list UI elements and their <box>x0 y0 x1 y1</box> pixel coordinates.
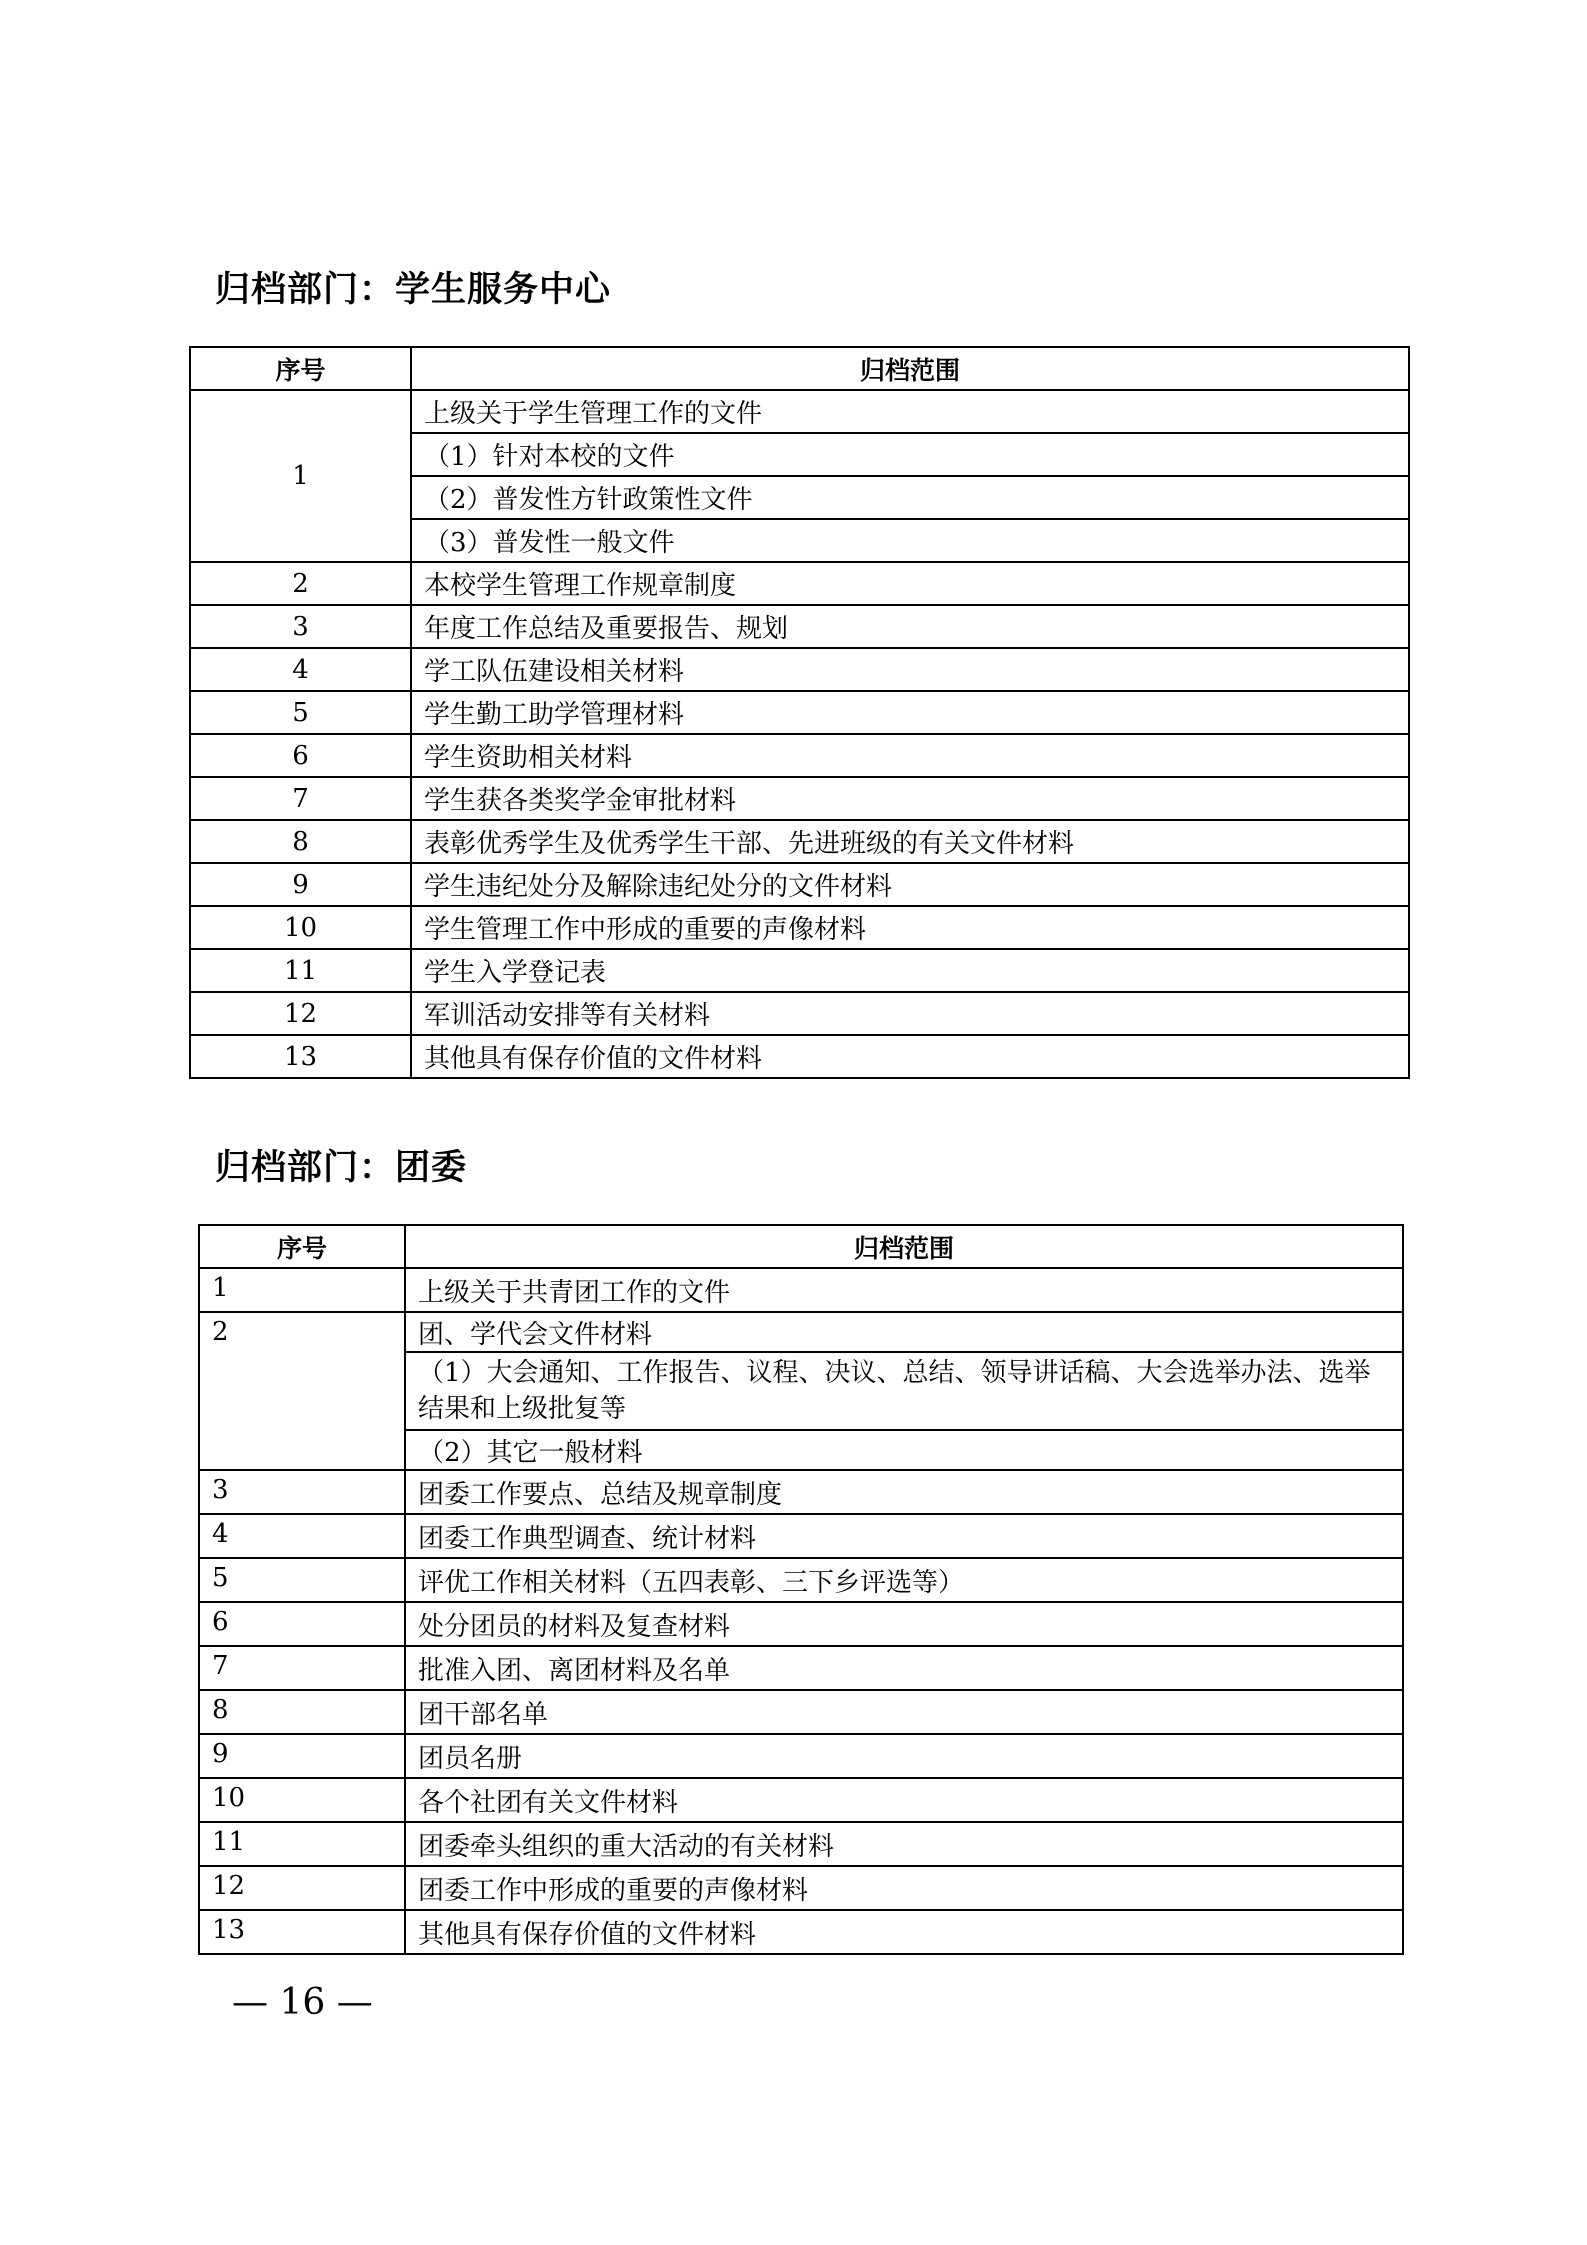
table-row <box>199 1734 1403 1778</box>
table-row <box>190 992 1409 1035</box>
row-scope-sub: （1）针对本校的文件 <box>411 433 1409 476</box>
row-seq: 6 <box>199 1602 405 1646</box>
table-row <box>190 648 1409 691</box>
row-scope: 各个社团有关文件材料 <box>405 1778 1403 1822</box>
row-seq: 8 <box>199 1690 405 1734</box>
row-scope: 学生入学登记表 <box>411 949 1409 992</box>
table-row <box>199 1778 1403 1822</box>
row-seq: 2 <box>190 562 411 605</box>
row-scope: 学生获各类奖学金审批材料 <box>411 777 1409 820</box>
row-scope-sub: （1）大会通知、工作报告、议程、决议、总结、领导讲话稿、大会选举办法、选举结果和上级批复等 <box>405 1352 1403 1430</box>
row-seq: 9 <box>199 1734 405 1778</box>
row-scope: 处分团员的材料及复查材料 <box>405 1602 1403 1646</box>
row-scope: 学生违纪处分及解除违纪处分的文件材料 <box>411 863 1409 906</box>
table-row <box>199 1822 1403 1866</box>
row-seq: 6 <box>190 734 411 777</box>
table-row <box>190 863 1409 906</box>
table-row <box>190 605 1409 648</box>
page-number: — 16 — <box>232 1982 373 2023</box>
table-row <box>199 1690 1403 1734</box>
row-seq: 13 <box>199 1910 405 1954</box>
row-seq: 3 <box>199 1470 405 1514</box>
row-scope: 其他具有保存价值的文件材料 <box>405 1910 1403 1954</box>
row-seq: 1 <box>190 390 411 562</box>
row-seq: 11 <box>199 1822 405 1866</box>
table-header-row <box>199 1225 1403 1268</box>
row-seq: 11 <box>190 949 411 992</box>
row-seq: 12 <box>199 1866 405 1910</box>
table-row <box>199 1558 1403 1602</box>
table-header-row <box>190 347 1409 390</box>
table-row <box>190 777 1409 820</box>
table-row <box>190 820 1409 863</box>
row-scope: 学生资助相关材料 <box>411 734 1409 777</box>
table-row <box>199 1646 1403 1690</box>
row-seq: 5 <box>190 691 411 734</box>
row-scope-sub: （3）普发性一般文件 <box>411 519 1409 562</box>
row-seq: 7 <box>199 1646 405 1690</box>
header-seq: 序号 <box>199 1225 405 1268</box>
table-row <box>199 1910 1403 1954</box>
row-seq: 12 <box>190 992 411 1035</box>
row-seq: 4 <box>190 648 411 691</box>
row-scope: 军训活动安排等有关材料 <box>411 992 1409 1035</box>
row-seq: 2 <box>199 1312 405 1470</box>
row-seq: 13 <box>190 1035 411 1078</box>
row-scope: 团干部名单 <box>405 1690 1403 1734</box>
row-scope: 团委工作中形成的重要的声像材料 <box>405 1866 1403 1910</box>
table-row <box>190 691 1409 734</box>
section-title-youth-league: 归档部门：团委 <box>215 1148 468 1188</box>
table-row <box>199 1312 1403 1352</box>
table-row <box>190 906 1409 949</box>
row-seq: 7 <box>190 777 411 820</box>
archive-table-youth-league <box>198 1224 1404 1955</box>
table-row <box>199 1602 1403 1646</box>
row-scope: 评优工作相关材料（五四表彰、三下乡评选等） <box>405 1558 1403 1602</box>
row-scope-sub: （2）普发性方针政策性文件 <box>411 476 1409 519</box>
section-title-student-service: 归档部门：学生服务中心 <box>215 270 612 310</box>
row-seq: 9 <box>190 863 411 906</box>
row-scope: 批准入团、离团材料及名单 <box>405 1646 1403 1690</box>
table-row <box>190 1035 1409 1078</box>
header-scope: 归档范围 <box>411 347 1409 390</box>
table-row <box>199 1514 1403 1558</box>
row-scope: 团委牵头组织的重大活动的有关材料 <box>405 1822 1403 1866</box>
row-seq: 10 <box>190 906 411 949</box>
row-scope: 表彰优秀学生及优秀学生干部、先进班级的有关文件材料 <box>411 820 1409 863</box>
row-scope: 学生管理工作中形成的重要的声像材料 <box>411 906 1409 949</box>
row-scope: 本校学生管理工作规章制度 <box>411 562 1409 605</box>
row-scope-sub: （2）其它一般材料 <box>405 1430 1403 1470</box>
table-row <box>190 562 1409 605</box>
table-row <box>199 1866 1403 1910</box>
table-row <box>190 390 1409 433</box>
row-scope: 上级关于共青团工作的文件 <box>405 1268 1403 1312</box>
row-scope: 团委工作典型调查、统计材料 <box>405 1514 1403 1558</box>
row-scope: 团员名册 <box>405 1734 1403 1778</box>
table-row <box>190 949 1409 992</box>
header-seq: 序号 <box>190 347 411 390</box>
row-seq: 3 <box>190 605 411 648</box>
table-row <box>199 1268 1403 1312</box>
row-scope: 学工队伍建设相关材料 <box>411 648 1409 691</box>
row-seq: 1 <box>199 1268 405 1312</box>
row-seq: 4 <box>199 1514 405 1558</box>
row-scope: 学生勤工助学管理材料 <box>411 691 1409 734</box>
header-scope: 归档范围 <box>405 1225 1403 1268</box>
row-scope: 上级关于学生管理工作的文件 <box>411 390 1409 433</box>
table-row <box>190 734 1409 777</box>
row-scope: 团、学代会文件材料 <box>405 1312 1403 1352</box>
row-seq: 10 <box>199 1778 405 1822</box>
row-seq: 5 <box>199 1558 405 1602</box>
row-scope: 其他具有保存价值的文件材料 <box>411 1035 1409 1078</box>
row-scope: 团委工作要点、总结及规章制度 <box>405 1470 1403 1514</box>
row-scope: 年度工作总结及重要报告、规划 <box>411 605 1409 648</box>
archive-table-student-service <box>189 346 1410 1079</box>
row-seq: 8 <box>190 820 411 863</box>
table-row <box>199 1470 1403 1514</box>
